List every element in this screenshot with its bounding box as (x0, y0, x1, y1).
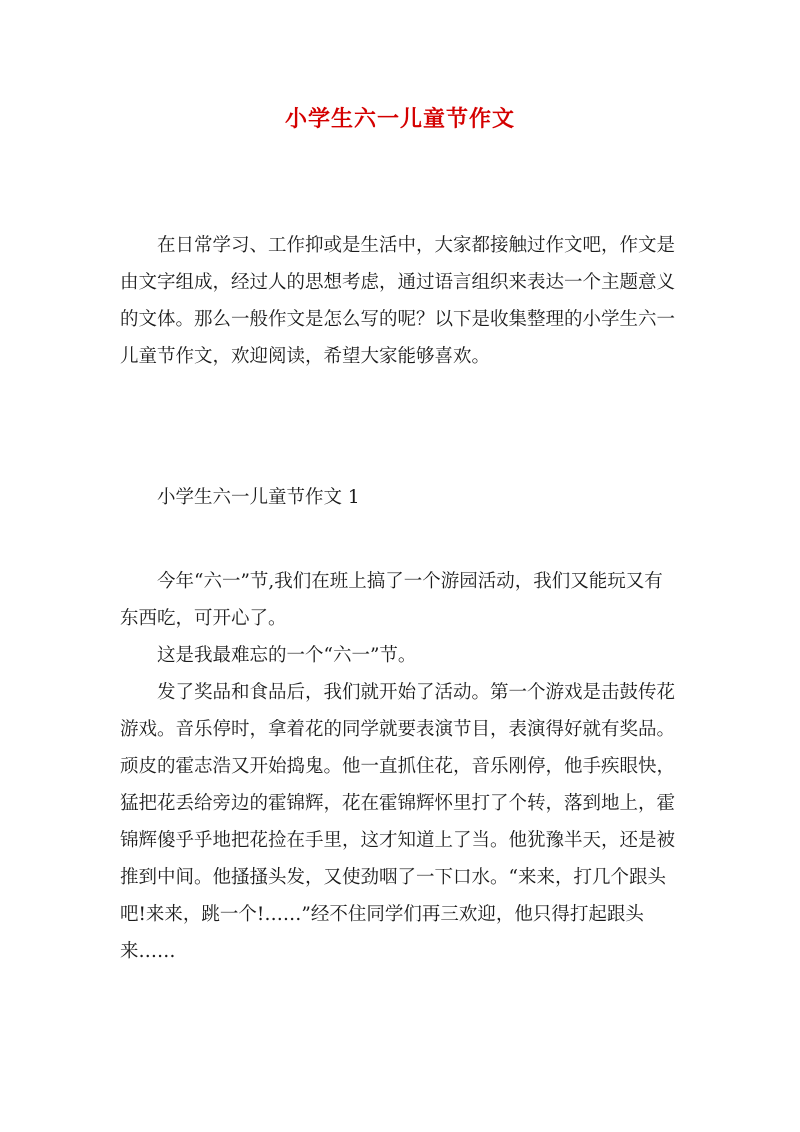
essay-paragraph: 今年“六一”节,我们在班上搞了一个游园活动，我们又能玩又有东西吃，可开心了。 (120, 571, 663, 629)
essay-paragraph: 这是我最难忘的一个“六一”节。 (157, 645, 417, 666)
essay-paragraph: 发了奖品和食品后，我们就开始了活动。第一个游戏是击鼓传花游戏。音乐停时，拿着花的同学就要表演节目，表演得好就有奖品。顽皮的霍志浩又开始捣鬼。他一直抓住花，音乐刚停，他手疾眼快，猛把花丢给旁边的霍锦辉，花在霍锦辉怀里打了个转，落到地上，霍锦辉傻乎乎地把花捡在手里，这才知道上了当。他犹豫半天，还是被推到中间。他搔搔头发，又使劲咽了一下口水。“来来，打几个跟头吧!来来，跳一个!……”经不住同学们再三欢迎，他只得打起跟头来…… (120, 682, 676, 962)
essay-body (120, 563, 680, 970)
intro-paragraph: 在日常学习、工作抑或是生活中，大家都接触过作文吧，作文是由文字组成，经过人的思想考虑，通过语言组织来表达一个主题意义的文体。那么一般作文是怎么写的呢？以下是收集整理的小学生六一儿童节作文，欢迎阅读，希望大家能够喜欢。 (120, 235, 676, 367)
intro-section (120, 227, 680, 375)
section-heading: 小学生六一儿童节作文 1 (157, 487, 360, 508)
document-title: 小学生六一儿童节作文 (284, 106, 515, 132)
